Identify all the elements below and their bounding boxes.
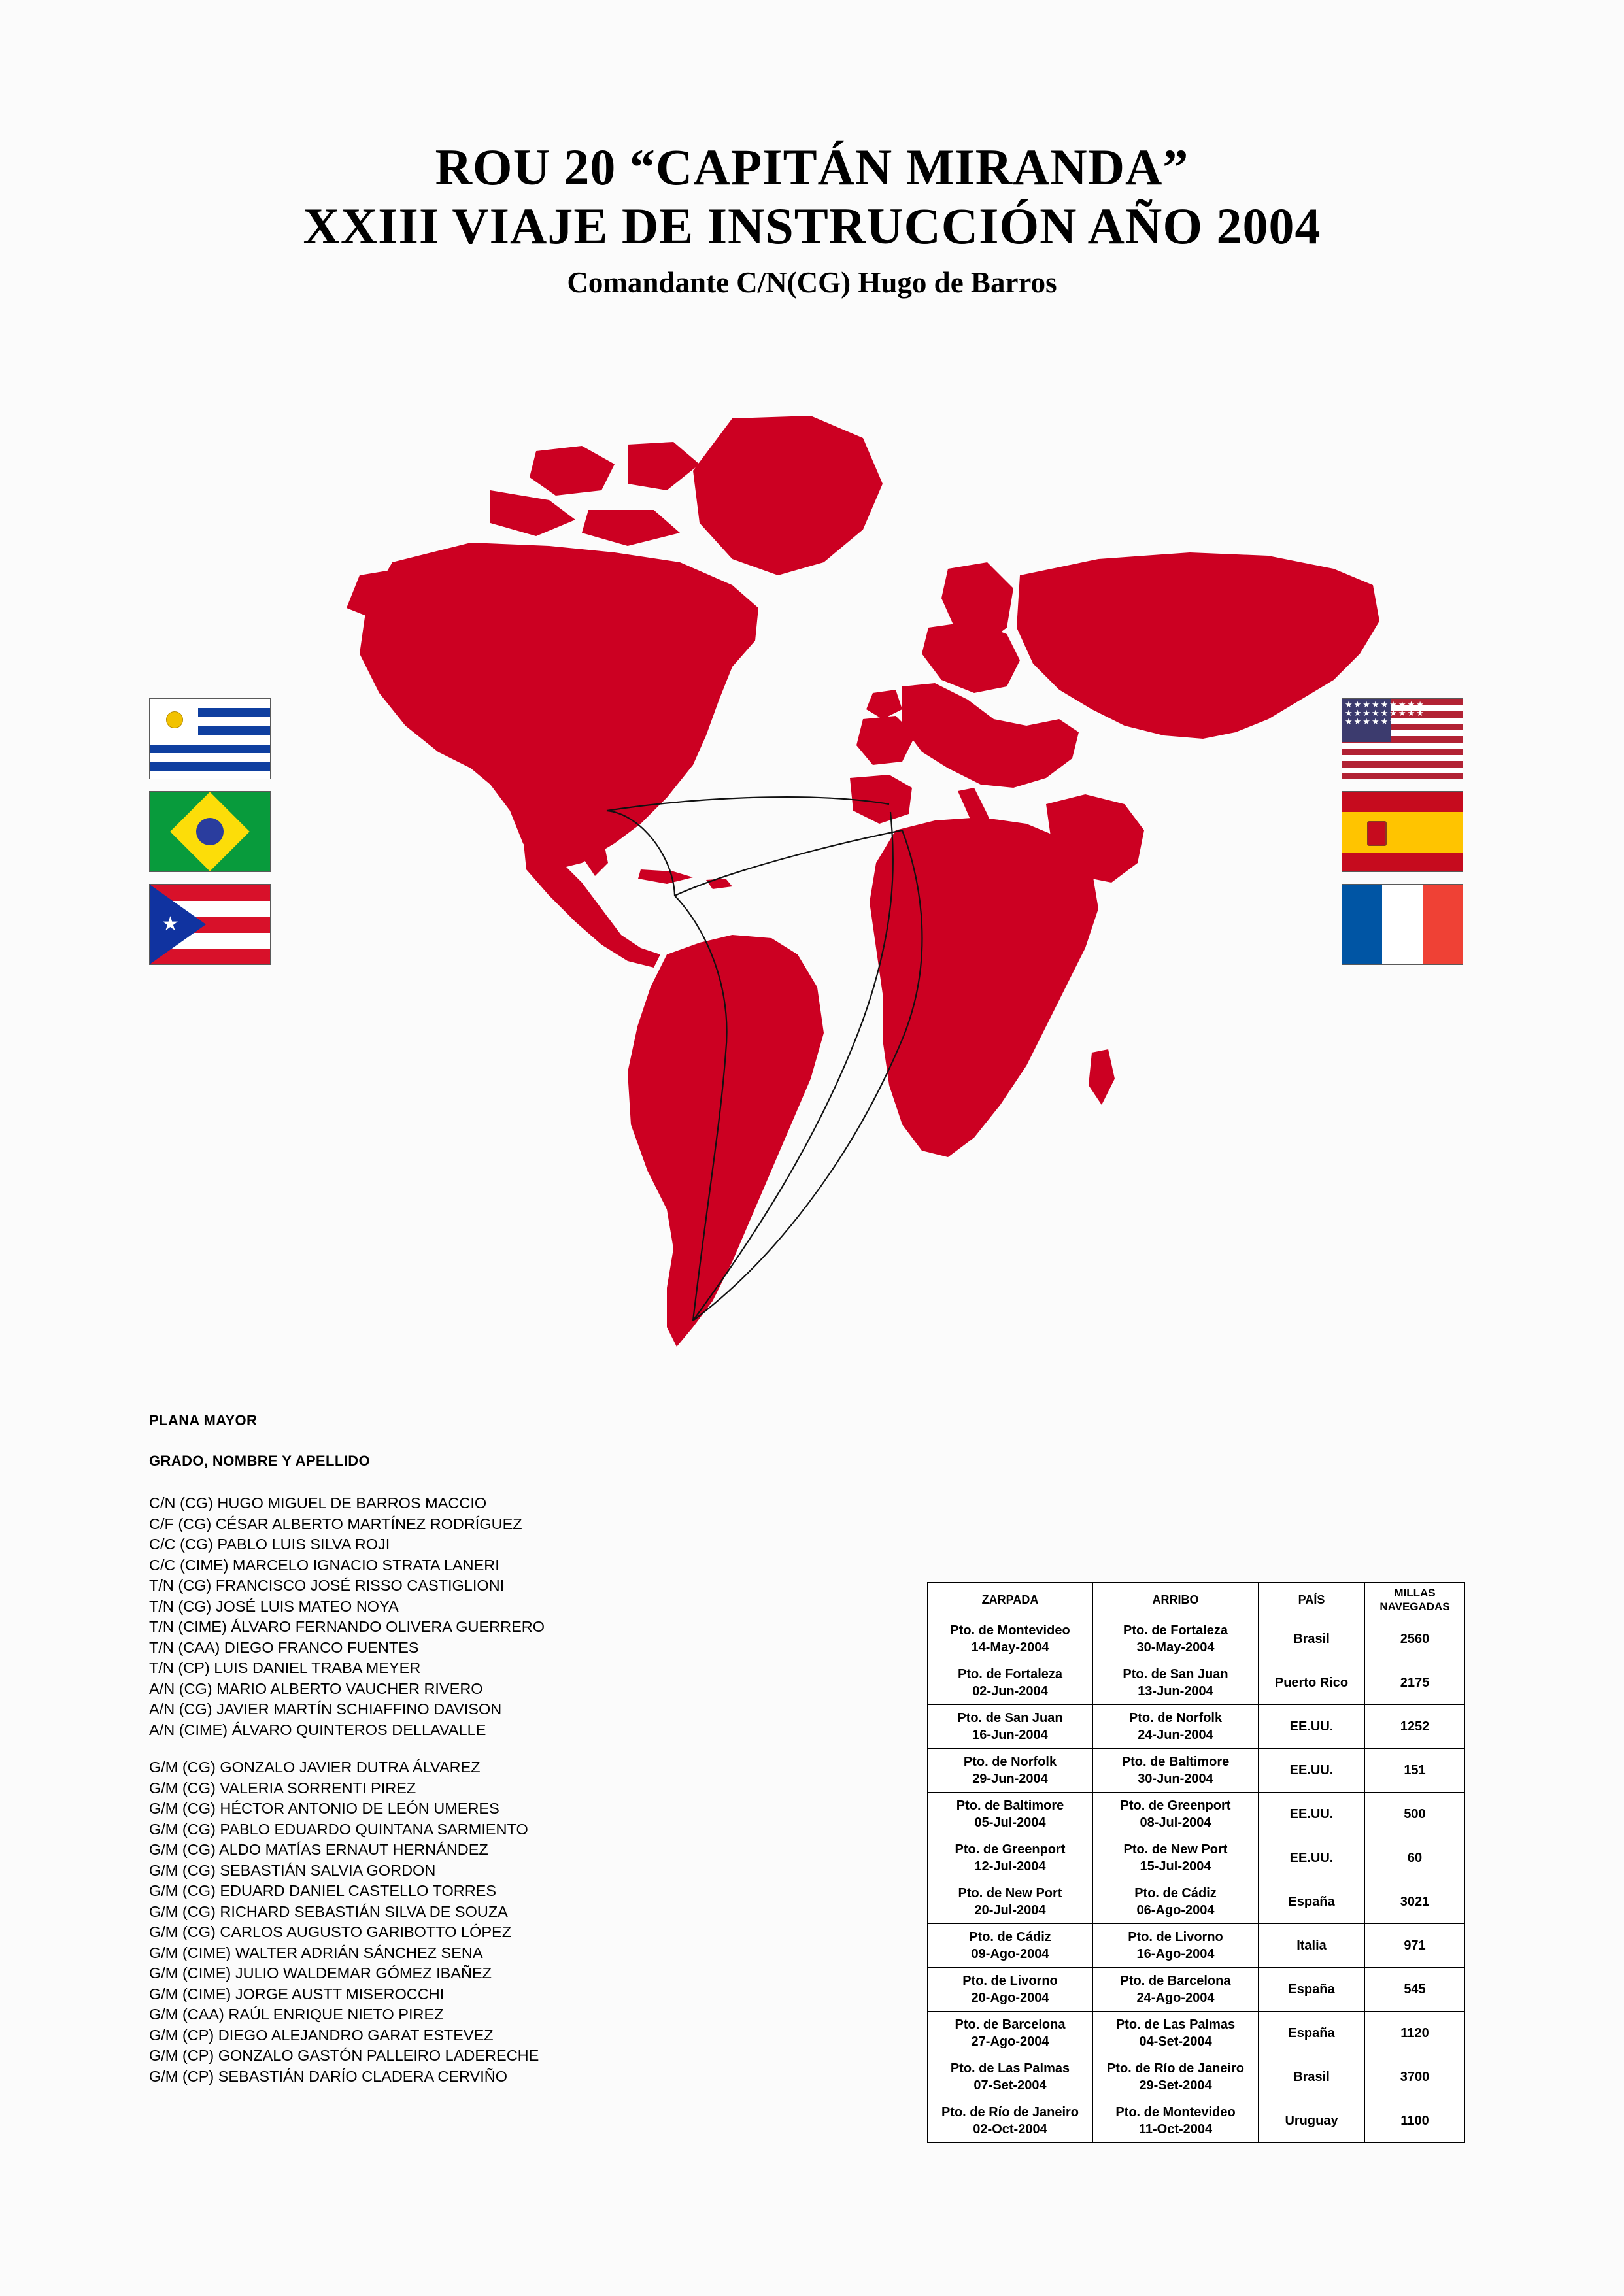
zarpada-date: 20-Jul-2004: [974, 1903, 1046, 1917]
stars-icon: ★★★★★★★★★ ★★★★★★★★★ ★★★★★★★★★: [1345, 700, 1425, 726]
zarpada-port: Pto. de Barcelona: [955, 2017, 1066, 2032]
list-item: G/M (CIME) JULIO WALDEMAR GÓMEZ IBAÑEZ: [149, 1965, 492, 1982]
list-item: G/M (CG) PABLO EDUARDO QUINTANA SARMIENTO: [149, 1820, 528, 1838]
zarpada-date: 29-Jun-2004: [972, 1772, 1048, 1786]
table-row: [928, 1836, 1465, 1880]
arribo-date: 08-Jul-2004: [1140, 1815, 1211, 1830]
list-item: T/N (CG) JOSÉ LUIS MATEO NOYA: [149, 1597, 399, 1615]
millas-line-2: NAVEGADAS: [1379, 1600, 1450, 1613]
zarpada-port: Pto. de Río de Janeiro: [941, 2105, 1079, 2119]
crew-heading: PLANA MAYOR: [149, 1412, 258, 1428]
cell-zarpada: [928, 1705, 1093, 1749]
cell-arribo: [1093, 1661, 1259, 1705]
list-item: G/M (CG) HÉCTOR ANTONIO DE LEÓN UMERES: [149, 1800, 499, 1817]
crew-column-heading: GRADO, NOMBRE Y APELLIDO: [149, 1453, 370, 1469]
arribo-date: 13-Jun-2004: [1138, 1684, 1213, 1698]
list-item: G/M (CIME) JORGE AUSTT MISEROCCHI: [149, 1985, 445, 2002]
title-line-2: XXIII VIAJE DE INSTRUCCIÓN AÑO 2004: [303, 197, 1321, 254]
landmasses: [347, 416, 1379, 1347]
arribo-port: Pto. de Greenport: [1120, 1798, 1231, 1813]
cell-zarpada: [928, 1836, 1093, 1880]
zarpada-date: 27-Ago-2004: [971, 2034, 1049, 2049]
cell-pais: EE.UU.: [1259, 1836, 1365, 1880]
cell-arribo: [1093, 1749, 1259, 1793]
zarpada-date: 09-Ago-2004: [971, 1947, 1049, 1961]
zarpada-port: Pto. de San Juan: [957, 1711, 1063, 1725]
zarpada-port: Pto. de Norfolk: [963, 1755, 1057, 1769]
list-item: C/C (CIME) MARCELO IGNACIO STRATA LANERI: [149, 1556, 499, 1574]
crew-list: [149, 1493, 868, 2087]
millas-line-1: MILLAS: [1394, 1587, 1436, 1599]
arribo-port: Pto. de Cádiz: [1134, 1886, 1217, 1900]
arribo-port: Pto. de New Port: [1123, 1842, 1228, 1857]
cell-arribo: [1093, 1924, 1259, 1968]
list-item: G/M (CG) GONZALO JAVIER DUTRA ÁLVAREZ: [149, 1759, 481, 1776]
table-row: [928, 1924, 1465, 1968]
zarpada-port: Pto. de Cádiz: [969, 1930, 1051, 1944]
list-item: T/N (CIME) ÁLVARO FERNANDO OLIVERA GUERRERO: [149, 1618, 545, 1635]
arribo-port: Pto. de Las Palmas: [1115, 2017, 1236, 2032]
title-line-1: ROU 20 “CAPITÁN MIRANDA”: [435, 139, 1189, 195]
list-item: G/M (CG) SEBASTIÁN SALVIA GORDON: [149, 1861, 436, 1879]
cell-zarpada: [928, 2012, 1093, 2055]
list-item: T/N (CP) LUIS DANIEL TRABA MEYER: [149, 1659, 421, 1676]
cell-pais: Uruguay: [1259, 2099, 1365, 2143]
list-item: C/F (CG) CÉSAR ALBERTO MARTÍNEZ RODRÍGUEZ: [149, 1515, 522, 1532]
table-row: [928, 1793, 1465, 1836]
flag-puerto-rico: [149, 884, 271, 965]
zarpada-date: 02-Jun-2004: [972, 1684, 1048, 1698]
cell-millas: 2175: [1365, 1661, 1465, 1705]
cell-millas: 2560: [1365, 1617, 1465, 1661]
arribo-port: Pto. de Norfolk: [1128, 1711, 1223, 1725]
cell-arribo: [1093, 1705, 1259, 1749]
cell-millas: 1120: [1365, 2012, 1465, 2055]
table-row: [928, 1705, 1465, 1749]
arribo-date: 24-Ago-2004: [1136, 1991, 1215, 2005]
cell-millas: 1100: [1365, 2099, 1465, 2143]
arribo-date: 11-Oct-2004: [1138, 2122, 1213, 2136]
list-item: G/M (CG) ALDO MATÍAS ERNAUT HERNÁNDEZ: [149, 1841, 488, 1858]
table-row: [928, 2055, 1465, 2099]
arribo-port: Pto. de Baltimore: [1121, 1755, 1230, 1769]
list-item: G/M (CP) SEBASTIÁN DARÍO CLADERA CERVIÑO: [149, 2067, 508, 2085]
zarpada-port: Pto. de Las Palmas: [950, 2061, 1070, 2076]
cell-zarpada: [928, 1880, 1093, 1924]
zarpada-date: 12-Jul-2004: [974, 1859, 1046, 1874]
zarpada-port: Pto. de Greenport: [955, 1842, 1066, 1857]
column-header-zarpada: ZARPADA: [928, 1583, 1093, 1617]
table-header-row: [928, 1583, 1465, 1617]
crew-section: [149, 1412, 868, 2087]
cell-zarpada: [928, 1924, 1093, 1968]
cell-zarpada: [928, 2055, 1093, 2099]
cell-arribo: [1093, 1793, 1259, 1836]
list-item: T/N (CAA) DIEGO FRANCO FUENTES: [149, 1638, 419, 1656]
zarpada-port: Pto. de Livorno: [962, 1974, 1058, 1988]
cell-arribo: [1093, 2012, 1259, 2055]
list-divider: [149, 1740, 868, 1757]
cell-zarpada: [928, 1749, 1093, 1793]
cell-arribo: [1093, 1880, 1259, 1924]
arribo-port: Pto. de Fortaleza: [1123, 1623, 1228, 1638]
table-row: [928, 1617, 1465, 1661]
cell-pais: EE.UU.: [1259, 1705, 1365, 1749]
page-title: [0, 141, 1624, 299]
zarpada-date: 20-Ago-2004: [971, 1991, 1049, 2005]
cell-arribo: [1093, 2055, 1259, 2099]
arribo-port: Pto. de Livorno: [1128, 1930, 1223, 1944]
cell-arribo: [1093, 1836, 1259, 1880]
cell-millas: 500: [1365, 1793, 1465, 1836]
zarpada-port: Pto. de Montevideo: [950, 1623, 1070, 1638]
arribo-date: 30-Jun-2004: [1138, 1772, 1213, 1786]
cell-pais: España: [1259, 2012, 1365, 2055]
table-row: [928, 2012, 1465, 2055]
cell-pais: España: [1259, 1968, 1365, 2012]
flag-francia: [1342, 884, 1463, 965]
flag-uruguay: [149, 698, 271, 779]
cell-pais: EE.UU.: [1259, 1793, 1365, 1836]
cell-arribo: [1093, 2099, 1259, 2143]
arribo-date: 30-May-2004: [1136, 1640, 1215, 1655]
cell-millas: 545: [1365, 1968, 1465, 2012]
cell-pais: España: [1259, 1880, 1365, 1924]
cell-zarpada: [928, 1661, 1093, 1705]
column-header-millas: [1365, 1583, 1465, 1617]
arribo-port: Pto. de Río de Janeiro: [1106, 2061, 1245, 2076]
arribo-date: 06-Ago-2004: [1136, 1903, 1215, 1917]
table-row: [928, 2099, 1465, 2143]
flags-left-column: [149, 698, 273, 977]
list-item: G/M (CP) DIEGO ALEJANDRO GARAT ESTEVEZ: [149, 2026, 494, 2044]
column-header-pais: PAÍS: [1259, 1583, 1365, 1617]
list-item: G/M (CAA) RAÚL ENRIQUE NIETO PIREZ: [149, 2006, 444, 2023]
list-item: G/M (CP) GONZALO GASTÓN PALLEIRO LADERECHE: [149, 2047, 539, 2064]
arribo-port: Pto. de Montevideo: [1115, 2105, 1236, 2119]
cell-zarpada: [928, 1793, 1093, 1836]
arribo-date: 16-Ago-2004: [1136, 1947, 1215, 1961]
flag-estados-unidos: [1342, 698, 1463, 779]
coat-of-arms-icon: [1367, 821, 1387, 846]
cell-millas: 60: [1365, 1836, 1465, 1880]
flags-right-column: [1342, 698, 1466, 977]
list-item: G/M (CG) VALERIA SORRENTI PIREZ: [149, 1779, 416, 1797]
cell-zarpada: [928, 2099, 1093, 2143]
list-item: G/M (CIME) WALTER ADRIÁN SÁNCHEZ SENA: [149, 1944, 483, 1961]
zarpada-date: 16-Jun-2004: [972, 1728, 1048, 1742]
cell-millas: 3021: [1365, 1880, 1465, 1924]
arribo-date: 24-Jun-2004: [1138, 1728, 1213, 1742]
zarpada-date: 14-May-2004: [971, 1640, 1049, 1655]
zarpada-port: Pto. de Fortaleza: [957, 1667, 1063, 1681]
table-row: [928, 1880, 1465, 1924]
cell-arribo: [1093, 1617, 1259, 1661]
cell-zarpada: [928, 1968, 1093, 2012]
list-item: A/N (CG) MARIO ALBERTO VAUCHER RIVERO: [149, 1680, 483, 1697]
zarpada-date: 05-Jul-2004: [974, 1815, 1046, 1830]
list-item: A/N (CIME) ÁLVARO QUINTEROS DELLAVALLE: [149, 1721, 486, 1738]
cell-millas: 3700: [1365, 2055, 1465, 2099]
cell-zarpada: [928, 1617, 1093, 1661]
list-item: C/N (CG) HUGO MIGUEL DE BARROS MACCIO: [149, 1494, 487, 1511]
list-item: G/M (CG) RICHARD SEBASTIÁN SILVA DE SOUZA: [149, 1902, 508, 1920]
arribo-date: 15-Jul-2004: [1140, 1859, 1211, 1874]
cell-millas: 151: [1365, 1749, 1465, 1793]
cell-pais: EE.UU.: [1259, 1749, 1365, 1793]
table-row: [928, 1749, 1465, 1793]
cell-arribo: [1093, 1968, 1259, 2012]
zarpada-date: 02-Oct-2004: [973, 2122, 1047, 2136]
arribo-port: Pto. de Barcelona: [1120, 1974, 1231, 1988]
list-item: A/N (CG) JAVIER MARTÍN SCHIAFFINO DAVISON: [149, 1700, 502, 1717]
cell-pais: Brasil: [1259, 1617, 1365, 1661]
list-item: G/M (CG) EDUARD DANIEL CASTELLO TORRES: [149, 1882, 497, 1899]
sun-of-may-icon: [166, 711, 183, 728]
list-item: C/C (CG) PABLO LUIS SILVA ROJI: [149, 1536, 390, 1553]
zarpada-port: Pto. de New Port: [958, 1886, 1062, 1900]
column-header-arribo: ARRIBO: [1093, 1583, 1259, 1617]
cell-millas: 1252: [1365, 1705, 1465, 1749]
cell-pais: Italia: [1259, 1924, 1365, 1968]
zarpada-port: Pto. de Baltimore: [956, 1798, 1064, 1813]
cell-pais: Puerto Rico: [1259, 1661, 1365, 1705]
world-map: [275, 412, 1386, 1393]
cell-millas: 971: [1365, 1924, 1465, 1968]
cell-pais: Brasil: [1259, 2055, 1365, 2099]
zarpada-date: 07-Set-2004: [973, 2078, 1047, 2093]
list-item: T/N (CG) FRANCISCO JOSÉ RISSO CASTIGLIONI: [149, 1577, 505, 1594]
flag-brasil: [149, 791, 271, 872]
arribo-date: 04-Set-2004: [1139, 2034, 1212, 2049]
commander-subtitle: Comandante C/N(CG) Hugo de Barros: [567, 266, 1057, 299]
itinerary-table: [927, 1582, 1465, 2143]
flag-espana: [1342, 791, 1463, 872]
arribo-date: 29-Set-2004: [1139, 2078, 1212, 2093]
list-item: G/M (CG) CARLOS AUGUSTO GARIBOTTO LÓPEZ: [149, 1923, 512, 1940]
table-row: [928, 1968, 1465, 2012]
arribo-port: Pto. de San Juan: [1123, 1667, 1228, 1681]
table-row: [928, 1661, 1465, 1705]
